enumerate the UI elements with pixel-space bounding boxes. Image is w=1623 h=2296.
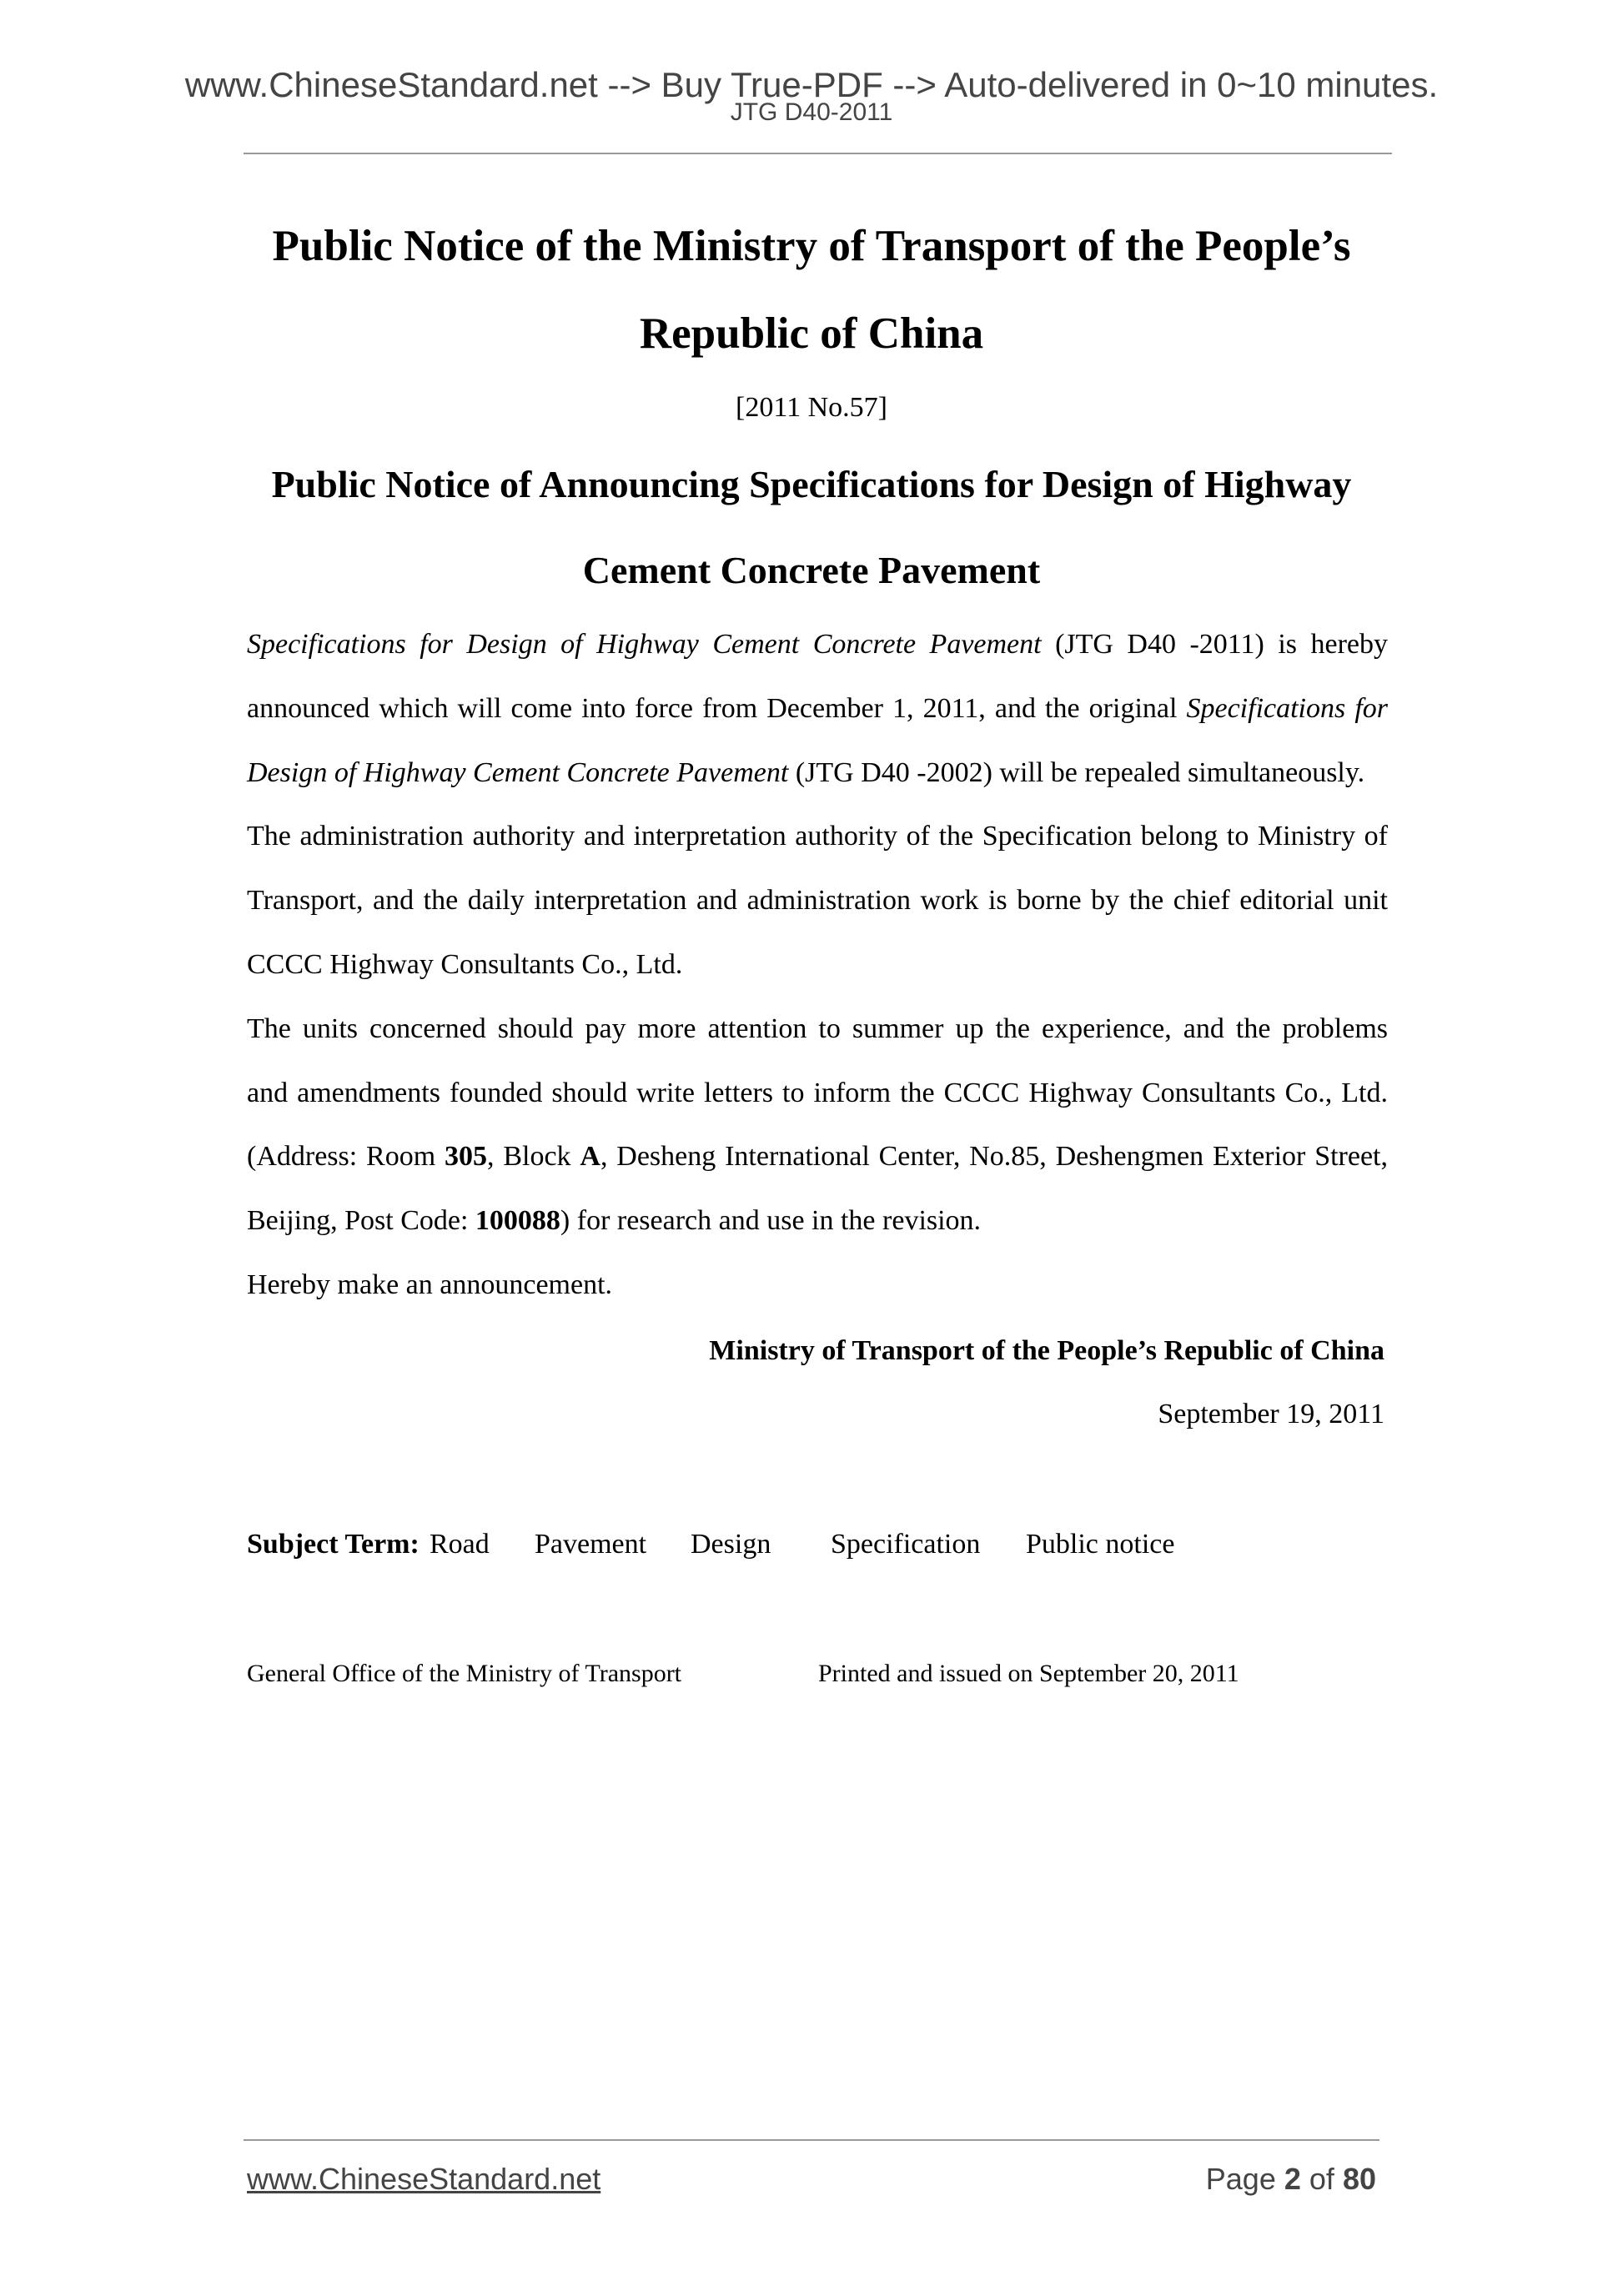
- subject-term: Pavement: [535, 1529, 647, 1560]
- bold-text: 100088: [475, 1205, 560, 1237]
- subject-term: Specification: [831, 1529, 981, 1560]
- page-title-line1: Public Notice of the Ministry of Transport of the People’s: [272, 222, 1351, 270]
- page-total: 80: [1342, 2162, 1376, 2196]
- body-line: [247, 1077, 1388, 1110]
- header-banner: www.ChineseStandard.net --> Buy True-PDF --> Auto-delivered in 0~10 minutes.: [184, 65, 1439, 104]
- subtitle-line1: Public Notice of Announcing Specifications for Design of Highway: [271, 463, 1352, 505]
- page-prefix: Page: [1205, 2162, 1276, 2196]
- subject-term: Design: [691, 1529, 771, 1560]
- bold-text: A: [580, 1141, 600, 1173]
- notice-number: [2011 No.57]: [736, 392, 887, 423]
- text-segment: The units concerned should pay more attention to summer up the experience, and the problems: [247, 1012, 1388, 1044]
- issuer-signature: Ministry of Transport of the People’s Republic of China: [709, 1335, 1384, 1366]
- page-indicator: [250, 2162, 1376, 2197]
- body-line: [247, 820, 1388, 853]
- print-date: Printed and issued on September 20, 2011: [818, 1660, 1239, 1687]
- subtitle-line2: Cement Concrete Pavement: [582, 549, 1041, 591]
- text-segment: announced which will come into force from December 1, 2011, and the original: [247, 692, 1187, 724]
- subject-term-label: Subject Term:: [247, 1529, 420, 1560]
- footer-divider: [244, 2139, 1379, 2141]
- page-title-line2: Republic of China: [639, 309, 984, 358]
- italic-text: Specifications for Design of Highway Cement Concrete Pavement: [247, 629, 1042, 660]
- text-segment: ) for research and use in the revision.: [560, 1205, 982, 1237]
- body-line: [247, 1204, 1388, 1238]
- text-segment: (Address: Room: [247, 1141, 445, 1173]
- text-segment: , Block: [487, 1141, 580, 1173]
- italic-text: Specifications for: [1186, 692, 1388, 724]
- issuing-office: General Office of the Ministry of Transport: [247, 1660, 682, 1687]
- footer-site-link[interactable]: www.ChineseStandard.net: [247, 2162, 601, 2196]
- bold-text: 305: [445, 1141, 487, 1173]
- body-line: [247, 756, 1388, 790]
- italic-text: Design of Highway Cement Concrete Pavement: [247, 756, 789, 788]
- text-segment: , Desheng International Center, No.85, Deshengmen Exterior Street,: [600, 1141, 1388, 1173]
- header-divider: [244, 153, 1392, 154]
- page-of: of: [1309, 2162, 1334, 2196]
- text-segment: CCCC Highway Consultants Co., Ltd.: [247, 949, 683, 980]
- page-current: 2: [1284, 2162, 1301, 2196]
- body-line: [247, 1269, 1388, 1302]
- body-line: [247, 948, 1388, 982]
- subject-term: Road: [430, 1529, 490, 1560]
- text-segment: and amendments founded should write letters to inform the CCCC Highway Consultants Co., Ltd.: [247, 1077, 1388, 1108]
- signature-date: September 19, 2011: [1158, 1399, 1384, 1429]
- body-line: [247, 1012, 1388, 1046]
- text-segment: Hereby make an announcement.: [247, 1269, 613, 1300]
- body-line: [247, 884, 1388, 917]
- text-segment: The administration authority and interpretation authority of the Specification belong to Ministry of: [247, 821, 1388, 852]
- body-line: [247, 628, 1388, 661]
- body-line: [247, 692, 1388, 726]
- text-segment: (JTG D40 -2011) is hereby: [1041, 629, 1388, 660]
- text-segment: Beijing, Post Code:: [247, 1205, 475, 1237]
- subject-term: Public notice: [1026, 1529, 1175, 1560]
- text-segment: (JTG D40 -2002) will be repealed simultaneously.: [788, 756, 1365, 788]
- text-segment: Transport, and the daily interpretation and administration work is borne by the chief editorial unit: [247, 885, 1388, 917]
- document-code: JTG D40-2011: [730, 98, 893, 126]
- body-line: [247, 1140, 1388, 1173]
